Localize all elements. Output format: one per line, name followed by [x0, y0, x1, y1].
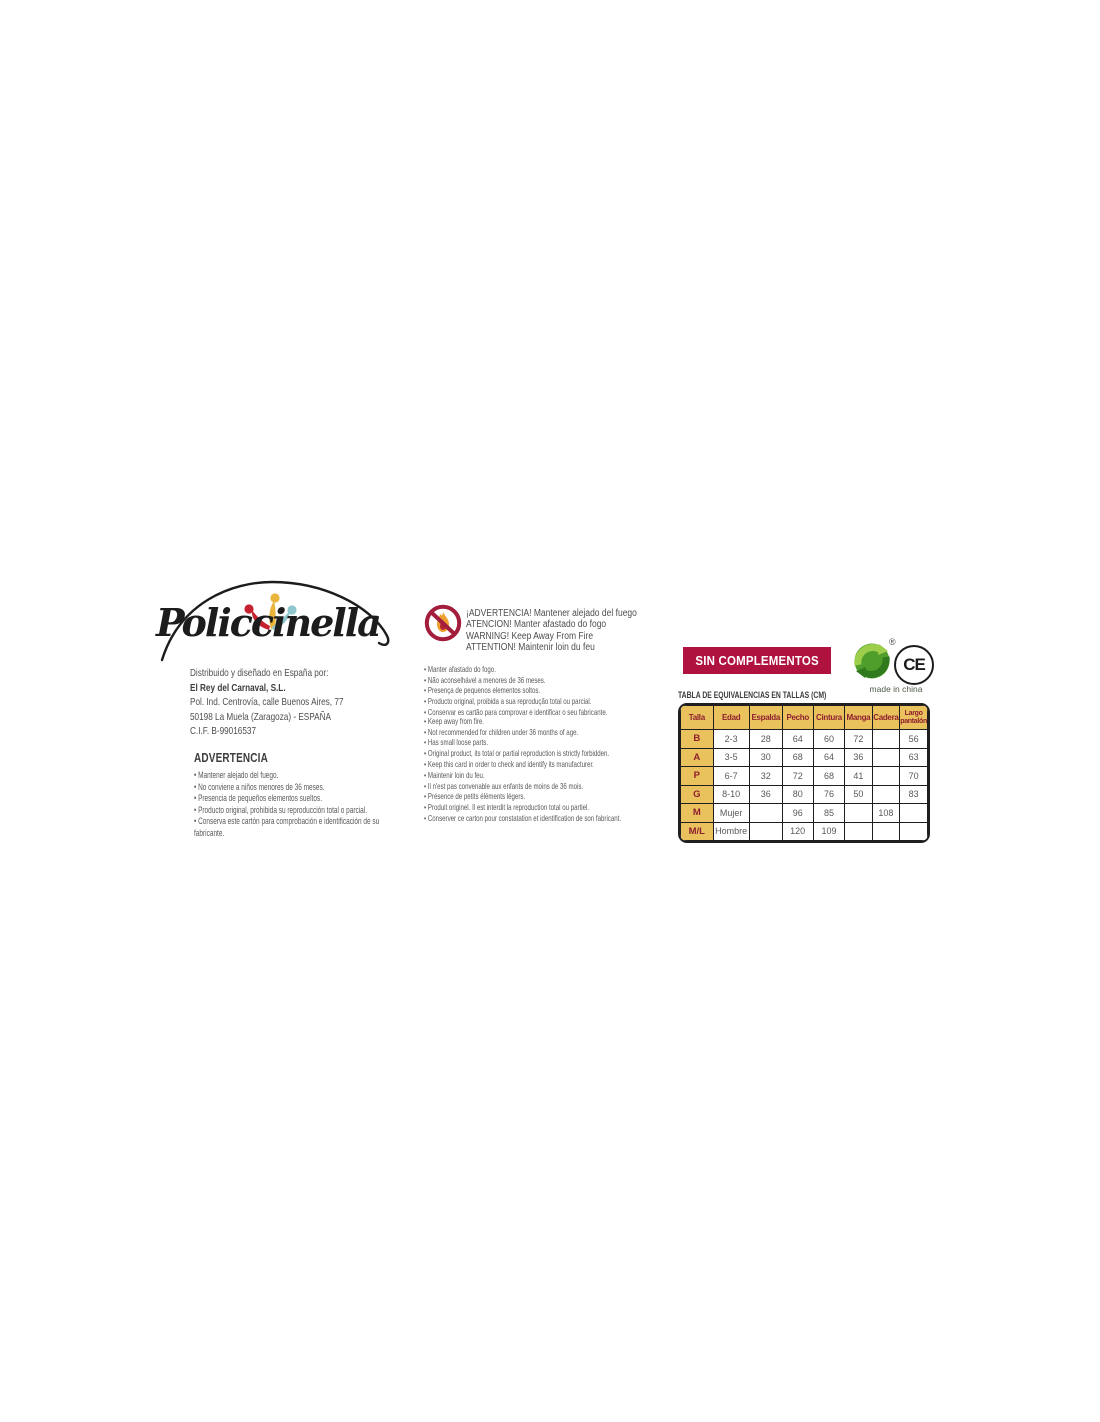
table-cell: M/L [681, 822, 714, 841]
warning-item: • Conservar es cartão para comprovar e identificar o seu fabricante. [424, 706, 608, 717]
warning-item: • Conserva este cartón para comprobación e identificación de su fabricante. [194, 816, 380, 838]
size-table-title: TABLA DE EQUIVALENCIAS EN TALLAS (CM) [678, 690, 827, 701]
table-row [681, 748, 928, 767]
table-cell: 76 [813, 785, 845, 804]
table-cell [900, 822, 928, 841]
warning-item: • Keep this card in order to check and identify its manufacturer. [424, 758, 594, 769]
warning-item: • Présence de petits éléments légers. [424, 791, 526, 802]
table-row [681, 822, 928, 841]
size-table [678, 703, 930, 843]
warning-item: • No conviene a niños menores de 36 meses. [194, 781, 325, 792]
warning-item: • Não aconselhável a menores de 36 meses. [424, 674, 546, 685]
warning-item: • Producto original, prohibida su reproducción total o parcial. [194, 804, 368, 815]
table-header-cell: Manga [845, 706, 872, 730]
table-cell [845, 804, 872, 823]
warning-item: • Conserver ce carton pour constatation et identification de son fabricant. [424, 812, 622, 823]
banner-label: SIN COMPLEMENTOS [695, 653, 819, 668]
warning-item: • Producto original, proibida a sua reprodução total ou parcial. [424, 696, 592, 707]
warning-item: • Mantener alejado del fuego. [194, 770, 279, 780]
table-cell: Mujer [713, 804, 749, 823]
table-cell: B [681, 730, 714, 749]
table-cell: 3-5 [713, 748, 749, 767]
table-cell: 8-10 [713, 785, 749, 804]
fire-warning-line-fr: ATTENTION! Maintenir loin du feu [466, 642, 595, 654]
table-header-cell: Talla [681, 706, 714, 730]
table-cell [872, 785, 900, 804]
table-cell: 72 [845, 730, 872, 749]
table-cell [872, 822, 900, 841]
brand-logo [156, 576, 400, 672]
sin-complementos-banner [683, 647, 831, 674]
table-cell: 50 [845, 785, 872, 804]
table-row [681, 804, 928, 823]
table-cell: 36 [845, 748, 872, 767]
warning-item: • Has small loose parts. [424, 737, 489, 748]
distributor-cif: C.I.F. B-99016537 [190, 725, 257, 738]
table-cell: 85 [813, 804, 845, 823]
warning-item: • Manter afastado do fogo. [424, 664, 496, 674]
warning-item: • Original product, its total or partial reproduction is strictly forbidden. [424, 748, 610, 759]
table-cell: 28 [749, 730, 782, 749]
table-row [681, 785, 928, 804]
table-row [681, 730, 928, 749]
no-fire-icon [423, 603, 463, 643]
table-header-cell: Largo pantalón [900, 706, 928, 730]
table-cell: 6-7 [713, 767, 749, 786]
table-cell: 36 [749, 785, 782, 804]
table-cell [900, 804, 928, 823]
warning-item: • Presencia de pequeños elementos sueltos. [194, 793, 322, 804]
table-cell: M [681, 804, 714, 823]
table-cell: 109 [813, 822, 845, 841]
fire-warning-header [466, 608, 637, 654]
table-cell: 72 [782, 767, 813, 786]
table-cell [872, 730, 900, 749]
table-cell [872, 748, 900, 767]
table-cell: 70 [900, 767, 928, 786]
table-cell: 32 [749, 767, 782, 786]
warnings-french [424, 770, 652, 824]
table-cell: 108 [872, 804, 900, 823]
table-cell: 64 [782, 730, 813, 749]
table-cell: 68 [813, 767, 845, 786]
brand-name: Policcinella [156, 600, 380, 645]
ce-label: CE [903, 655, 925, 674]
fire-warning-line-es: ¡ADVERTENCIA! Mantener alejado del fuego [466, 608, 637, 619]
distributor-company: El Rey del Carnaval, S.L. [190, 681, 286, 694]
table-header-cell: Cadera [872, 706, 900, 730]
green-dot-icon [852, 641, 892, 681]
table-cell: 68 [782, 748, 813, 767]
table-cell [749, 804, 782, 823]
table-header-cell: Espalda [749, 706, 782, 730]
table-row [681, 767, 928, 786]
advertencia-heading: ADVERTENCIA [194, 751, 268, 765]
fire-warning-line-en: WARNING! Keep Away From Fire [466, 630, 594, 642]
table-cell: 80 [782, 785, 813, 804]
table-cell: 2-3 [713, 730, 749, 749]
fire-warning-line-pt: ATENCION! Manter afastado do fogo [466, 619, 607, 631]
warnings-portuguese [424, 664, 652, 718]
warning-item: • Not recommended for children under 36 months of age. [424, 726, 579, 737]
distributor-city: 50198 La Muela (Zaragoza) - ESPAÑA [190, 710, 331, 723]
table-cell: 30 [749, 748, 782, 767]
table-header-cell: Pecho [782, 706, 813, 730]
table-cell: A [681, 748, 714, 767]
table-cell: G [681, 785, 714, 804]
table-cell: Hombre [713, 822, 749, 841]
ce-mark [894, 645, 934, 685]
distributor-block [190, 666, 343, 739]
distributor-intro: Distribuido y diseñado en España por: [190, 667, 329, 679]
table-header-cell: Edad [713, 706, 749, 730]
table-cell [749, 822, 782, 841]
warnings-english [424, 716, 652, 770]
warning-item: • Keep away from fire. [424, 716, 484, 726]
table-header-row [681, 706, 928, 730]
table-cell: 96 [782, 804, 813, 823]
table-cell: 60 [813, 730, 845, 749]
table-cell: 41 [845, 767, 872, 786]
warning-item: • Maintenir loin du feu. [424, 770, 485, 780]
table-header-cell: Cintura [813, 706, 845, 730]
table-cell: P [681, 767, 714, 786]
distributor-street: Pol. Ind. Centrovía, calle Buenos Aires, 77 [190, 696, 344, 709]
advertencia-list [194, 770, 404, 840]
table-cell [845, 822, 872, 841]
table-cell [872, 767, 900, 786]
table-cell: 120 [782, 822, 813, 841]
warning-item: • Presença de pequenos elementos soltos. [424, 685, 541, 696]
warning-item: • Produit originel. Il est interdit la reproduction total ou partiel. [424, 802, 590, 813]
warning-item: • Il n'est pas convenable aux enfants de moins de 36 mois. [424, 780, 584, 791]
made-in-label: made in china [869, 684, 923, 694]
table-cell: 64 [813, 748, 845, 767]
registered-mark: ® [889, 637, 896, 647]
table-cell: 56 [900, 730, 928, 749]
table-cell: 83 [900, 785, 928, 804]
table-cell: 63 [900, 748, 928, 767]
